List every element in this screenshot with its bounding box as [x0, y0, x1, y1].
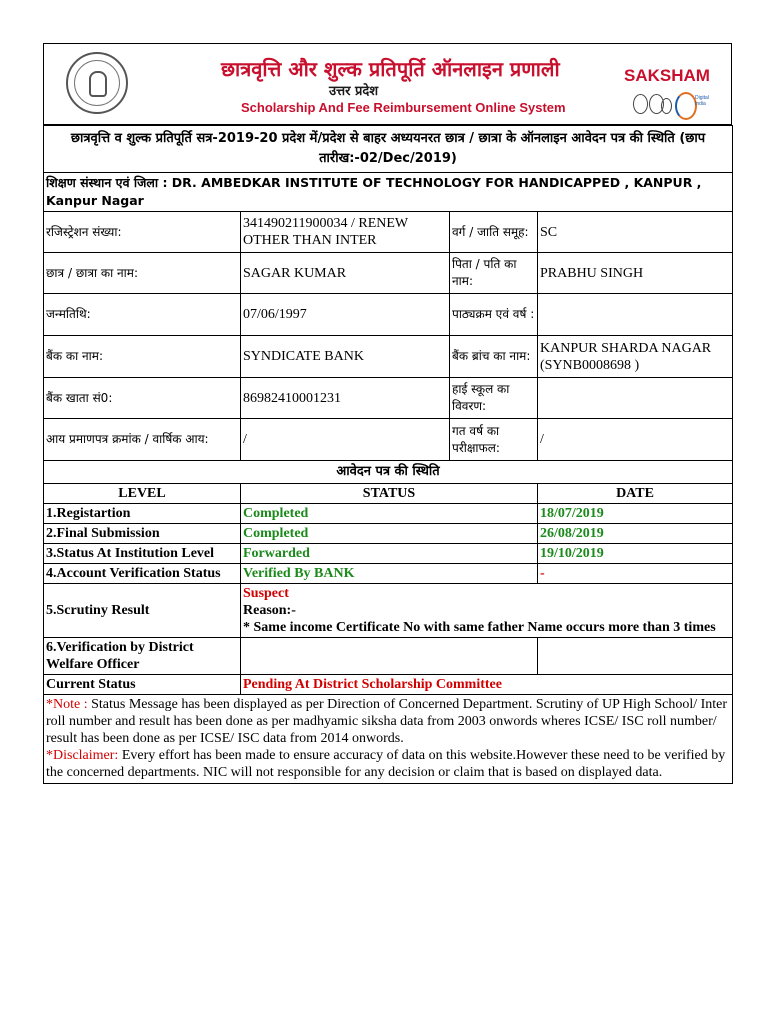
bank-branch-label: बैंक ब्रांच का नाम: — [450, 336, 538, 378]
date-cell: 18/07/2019 — [538, 504, 733, 524]
detail-row — [44, 212, 733, 253]
status-caption: आवेदन पत्र की स्थिति — [44, 461, 733, 484]
institution-line: शिक्षण संस्थान एवं जिला : DR. AMBEDKAR INSTITUTE OF TECHNOLOGY FOR HANDICAPPED , KANPUR , Kanpur Nagar — [44, 173, 733, 212]
verification-date — [538, 638, 733, 675]
category-label: वर्ग / जाति समूह: — [450, 212, 538, 253]
bank-name-label: बैंक का नाम: — [44, 336, 241, 378]
high-school-label: हाई स्कूल का विवरण: — [450, 378, 538, 419]
notes-cell — [44, 695, 733, 784]
verification-level: 6.Verification by District Welfare Officer — [44, 638, 241, 675]
detail-row — [44, 294, 733, 336]
bank-name-value: SYNDICATE BANK — [241, 336, 450, 378]
level-cell: 2.Final Submission — [44, 524, 241, 544]
current-status-value: Pending At District Scholarship Committee — [241, 675, 733, 695]
scrutiny-reason-label: Reason:- — [243, 603, 296, 618]
father-name-label: पिता / पति का नाम: — [450, 253, 538, 294]
note-label: *Note : — [46, 697, 88, 712]
course-label: पाठ्यक्रम एवं वर्ष : — [450, 294, 538, 336]
form-caption: छात्रवृत्ति व शुल्क प्रतिपूर्ति सत्र-2019-20 प्रदेश में/प्रदेश से बाहर अध्ययनरत छात्र / छात्रा के ऑनलाइन आवेदन पत्र की स्थिति (छाप तारीख:-02/Dec/2019) — [44, 126, 733, 173]
application-table — [43, 125, 733, 784]
status-cell: Forwarded — [241, 544, 538, 564]
high-school-value — [538, 378, 733, 419]
status-header: STATUS — [241, 484, 538, 504]
scrutiny-result: Suspect — [243, 586, 289, 601]
scrutiny-level: 5.Scrutiny Result — [44, 584, 241, 638]
dob-label: जन्मतिथि: — [44, 294, 241, 336]
verification-status — [241, 638, 538, 675]
header-state: उत्तर प्रदेश — [329, 84, 379, 99]
note-text: Status Message has been displayed as per Direction of Concerned Department. Scrutiny of UP High School/ Inter roll number and result has been done as per madhyamic siksha data from 2003 onwords wheres ICSE/ ISC roll number/ result has been done as per ICSE/ ISC data from 2014 onwords. — [46, 697, 728, 746]
account-no-value: 86982410001231 — [241, 378, 450, 419]
current-status-row — [44, 675, 733, 695]
dob-value: 07/06/1997 — [241, 294, 450, 336]
disclaimer-text: Every effort has been made to ensure accuracy of data on this website.However these need to be verified by the concerned departments. NIC will not responsible for any decision or claim that is based on displayed data. — [46, 748, 726, 780]
disclaimer-label: *Disclaimer: — [46, 748, 119, 763]
income-cert-value: / — [241, 419, 450, 461]
detail-row — [44, 419, 733, 461]
income-cert-label: आय प्रमाणपत्र क्रमांक / वार्षिक आय: — [44, 419, 241, 461]
prev-result-label: गत वर्ष का परीक्षाफल: — [450, 419, 538, 461]
account-no-label: बैंक खाता सं0: — [44, 378, 241, 419]
saksham-logo: SAKSHAM — [624, 66, 710, 85]
status-cell: Verified By BANK — [241, 564, 538, 584]
student-name-value: SAGAR KUMAR — [241, 253, 450, 294]
scrutiny-reason: * Same income Certificate No with same father Name occurs more than 3 times — [243, 620, 716, 635]
date-header: DATE — [538, 484, 733, 504]
level-cell: 4.Account Verification Status — [44, 564, 241, 584]
level-header: LEVEL — [44, 484, 241, 504]
student-name-label: छात्र / छात्रा का नाम: — [44, 253, 241, 294]
detail-row — [44, 253, 733, 294]
level-cell: 1.Registartion — [44, 504, 241, 524]
date-cell: 26/08/2019 — [538, 524, 733, 544]
date-cell: 19/10/2019 — [538, 544, 733, 564]
digital-india-logo-icon: Digital India — [631, 90, 721, 120]
header-title-english: Scholarship And Fee Reimbursement Online System — [241, 100, 566, 115]
course-value — [538, 294, 733, 336]
detail-row — [44, 336, 733, 378]
registration-value: 341490211900034 / RENEW OTHER THAN INTER — [241, 212, 450, 253]
registration-label: रजिस्ट्रेशन संख्या: — [44, 212, 241, 253]
scrutiny-detail — [241, 584, 733, 638]
level-cell: 3.Status At Institution Level — [44, 544, 241, 564]
scrutiny-row — [44, 584, 733, 638]
up-emblem-icon — [66, 52, 128, 114]
detail-row — [44, 378, 733, 419]
status-sheet — [43, 43, 732, 784]
verification-row — [44, 638, 733, 675]
bank-branch-value: KANPUR SHARDA NAGAR (SYNB0008698 ) — [538, 336, 733, 378]
current-status-label: Current Status — [44, 675, 241, 695]
category-value: SC — [538, 212, 733, 253]
prev-result-value: / — [538, 419, 733, 461]
page-header — [43, 43, 732, 125]
date-cell: - — [538, 564, 733, 584]
status-row — [44, 544, 733, 564]
status-row — [44, 504, 733, 524]
father-name-value: PRABHU SINGH — [538, 253, 733, 294]
status-row — [44, 524, 733, 544]
status-cell: Completed — [241, 504, 538, 524]
header-title-hindi: छात्रवृत्ति और शुल्क प्रतिपूर्ति ऑनलाइन प्रणाली — [221, 57, 560, 81]
status-cell: Completed — [241, 524, 538, 544]
status-row — [44, 564, 733, 584]
